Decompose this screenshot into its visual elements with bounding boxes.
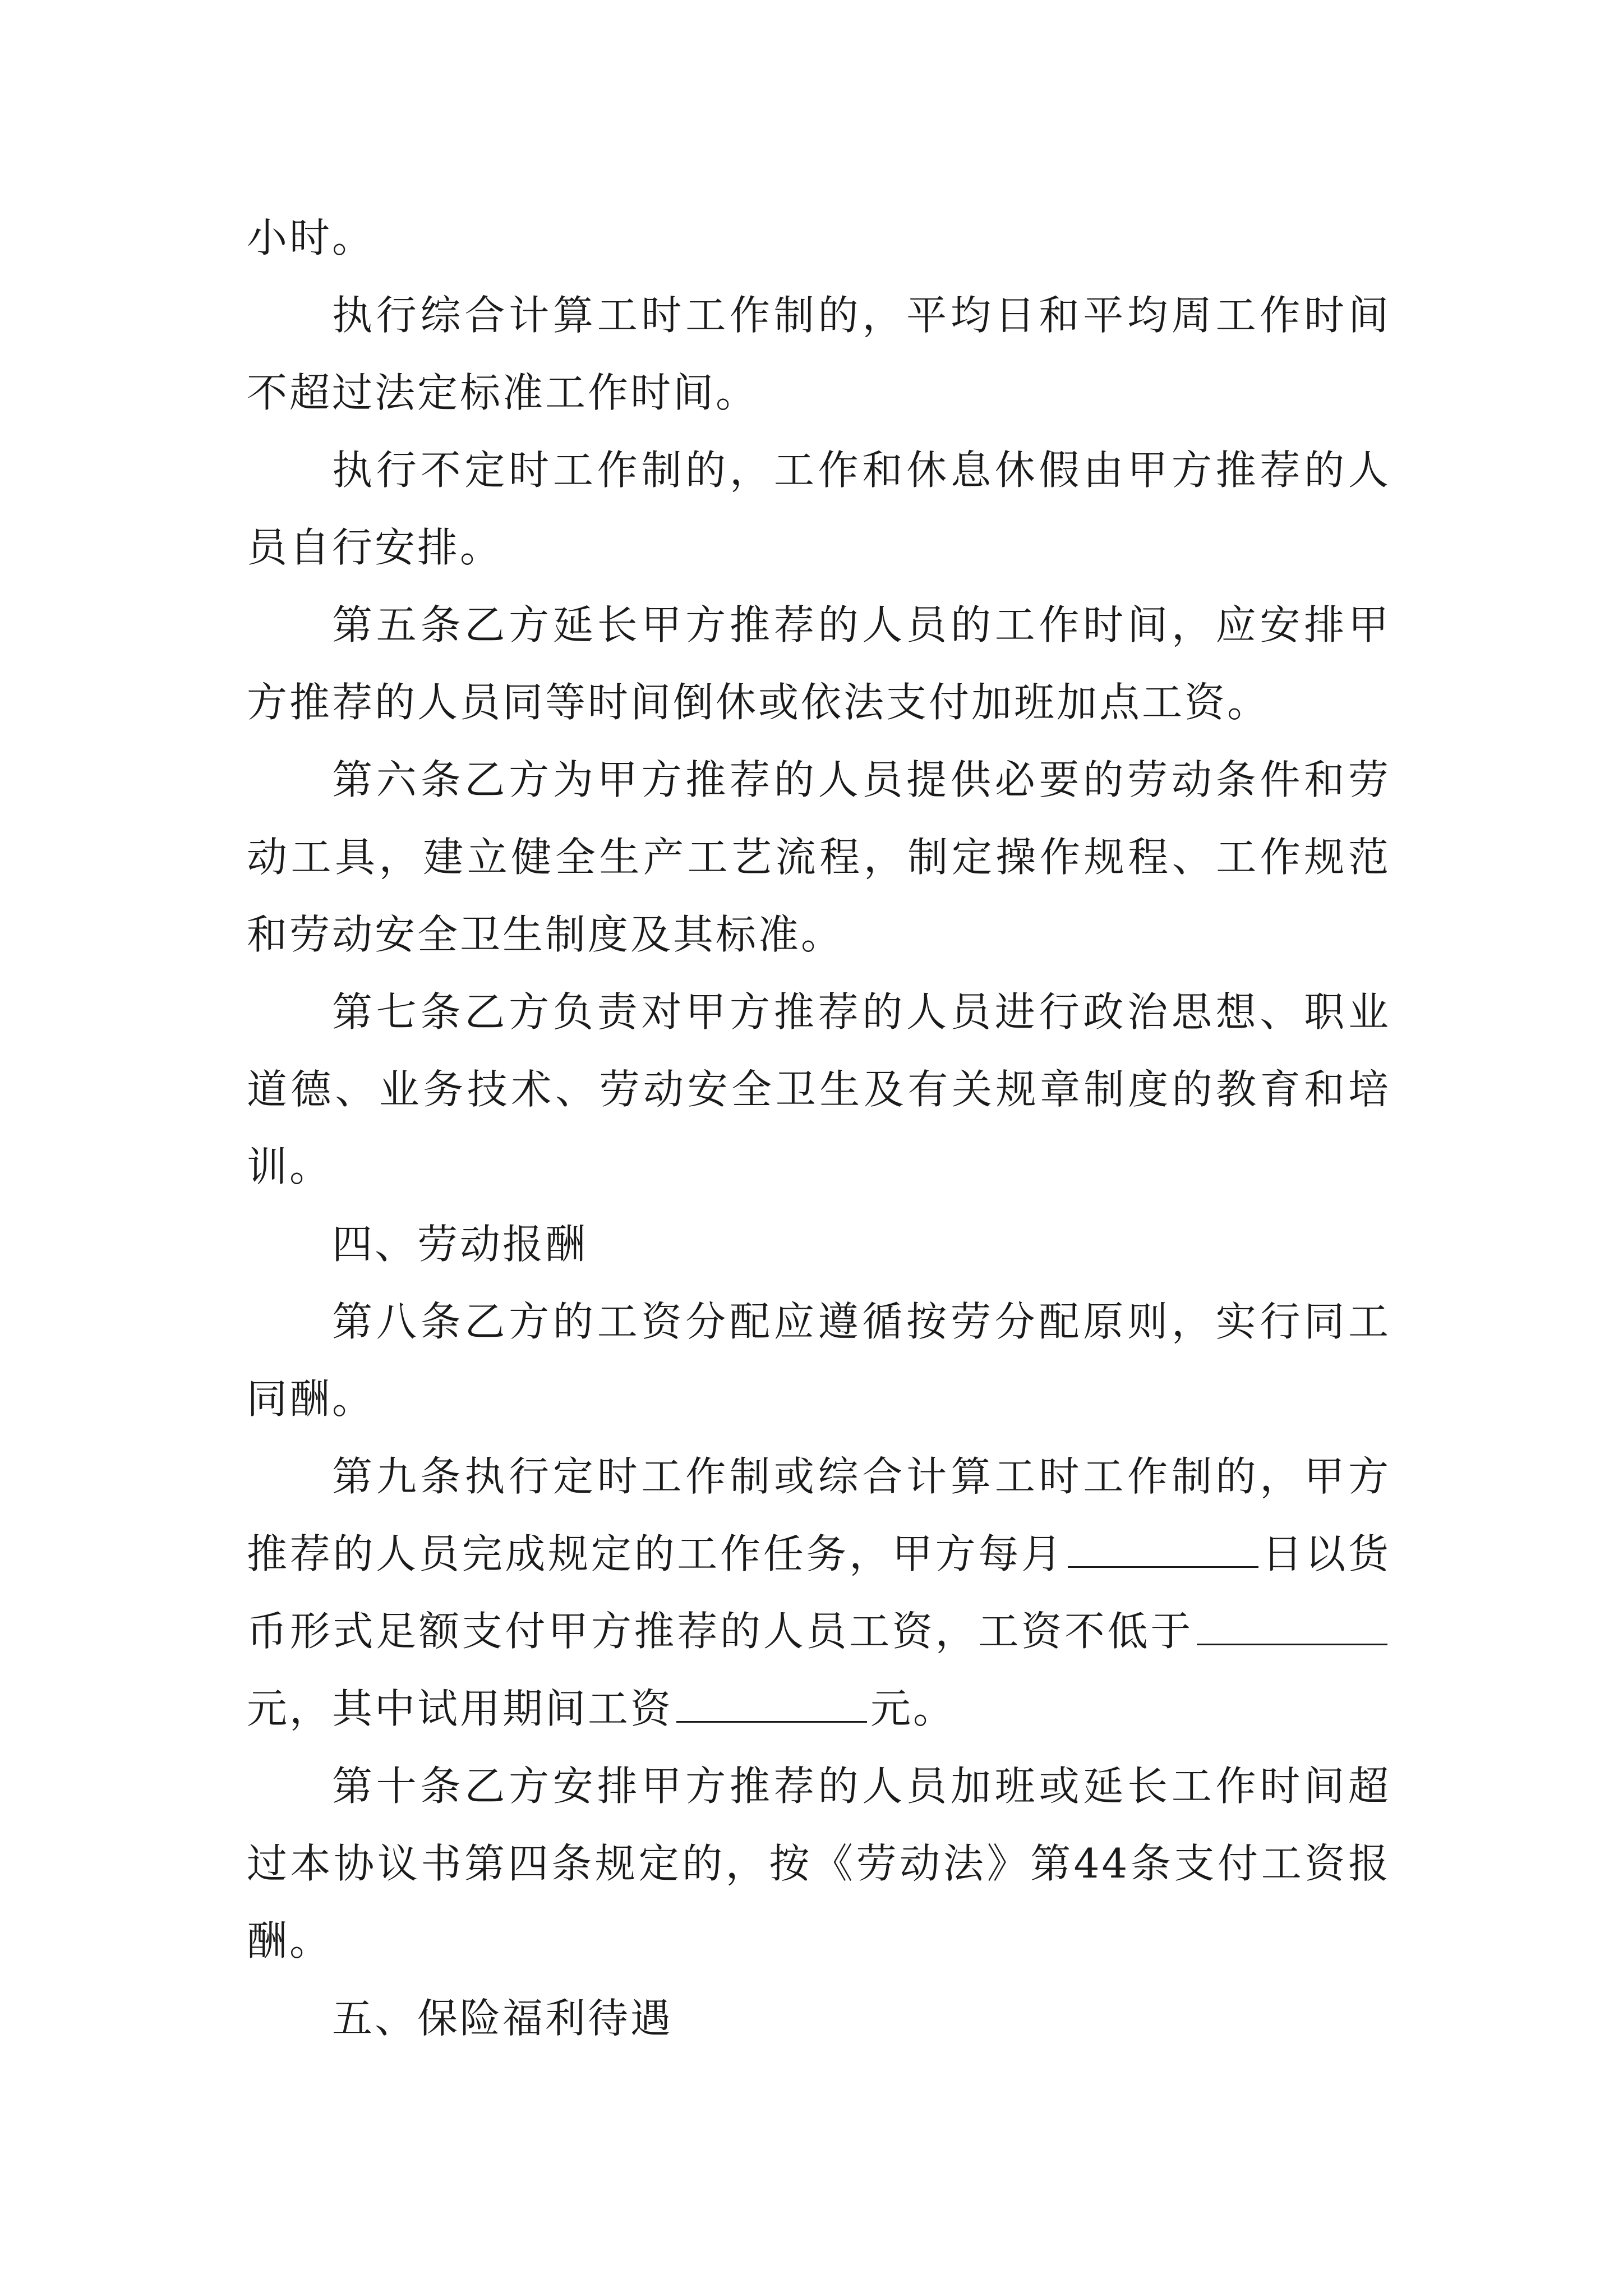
fill-in-blank (676, 1687, 867, 1723)
fill-in-blank (1068, 1533, 1258, 1568)
paragraph-text: 元，其中试用期间工资 (247, 1685, 674, 1732)
paragraph-with-blanks (247, 1438, 1391, 1747)
paragraph: 小时。 (247, 214, 375, 261)
paragraph: 第十条乙方安排甲方推荐的人员加班或延长工作时间超过本协议书第四条规定的，按《劳动法》第44条支付工资报酬。 (247, 1763, 1391, 1964)
paragraph: 第五条乙方延长甲方推荐的人员的工作时间，应安排甲方推荐的人员同等时间倒休或依法支付加班加点工资。 (247, 601, 1391, 726)
section-heading: 五、保险福利待遇 (332, 1995, 674, 2042)
paragraph: 第八条乙方的工资分配应遵循按劳分配原则，实行同工同酬。 (247, 1298, 1391, 1423)
paragraph: 第七条乙方负责对甲方推荐的人员进行政治思想、职业道德、业务技术、劳动安全卫生及有关规章制度的教育和培训。 (247, 988, 1391, 1190)
paragraph-text: 日以货币形式足额支付甲方推荐的人员工资，工资不低于 (247, 1530, 1391, 1655)
paragraph-text: 元。 (870, 1685, 956, 1732)
section-heading: 四、劳动报酬 (332, 1221, 588, 1268)
fill-in-blank (1197, 1610, 1387, 1645)
paragraph: 执行不定时工作制的，工作和休息休假由甲方推荐的人员自行安排。 (247, 447, 1391, 571)
paragraph: 执行综合计算工时工作制的，平均日和平均周工作时间不超过法定标准工作时间。 (247, 292, 1391, 416)
document-body (247, 199, 1391, 2057)
paragraph: 第六条乙方为甲方推荐的人员提供必要的劳动条件和劳动工具，建立健全生产工艺流程，制定操作规程、工作规范和劳动安全卫生制度及其标准。 (247, 756, 1391, 958)
paragraph-text: 第九条执行定时工作制或综合计算工时工作制的，甲方推荐的人员完成规定的工作任务，甲方每月 (247, 1453, 1391, 1577)
